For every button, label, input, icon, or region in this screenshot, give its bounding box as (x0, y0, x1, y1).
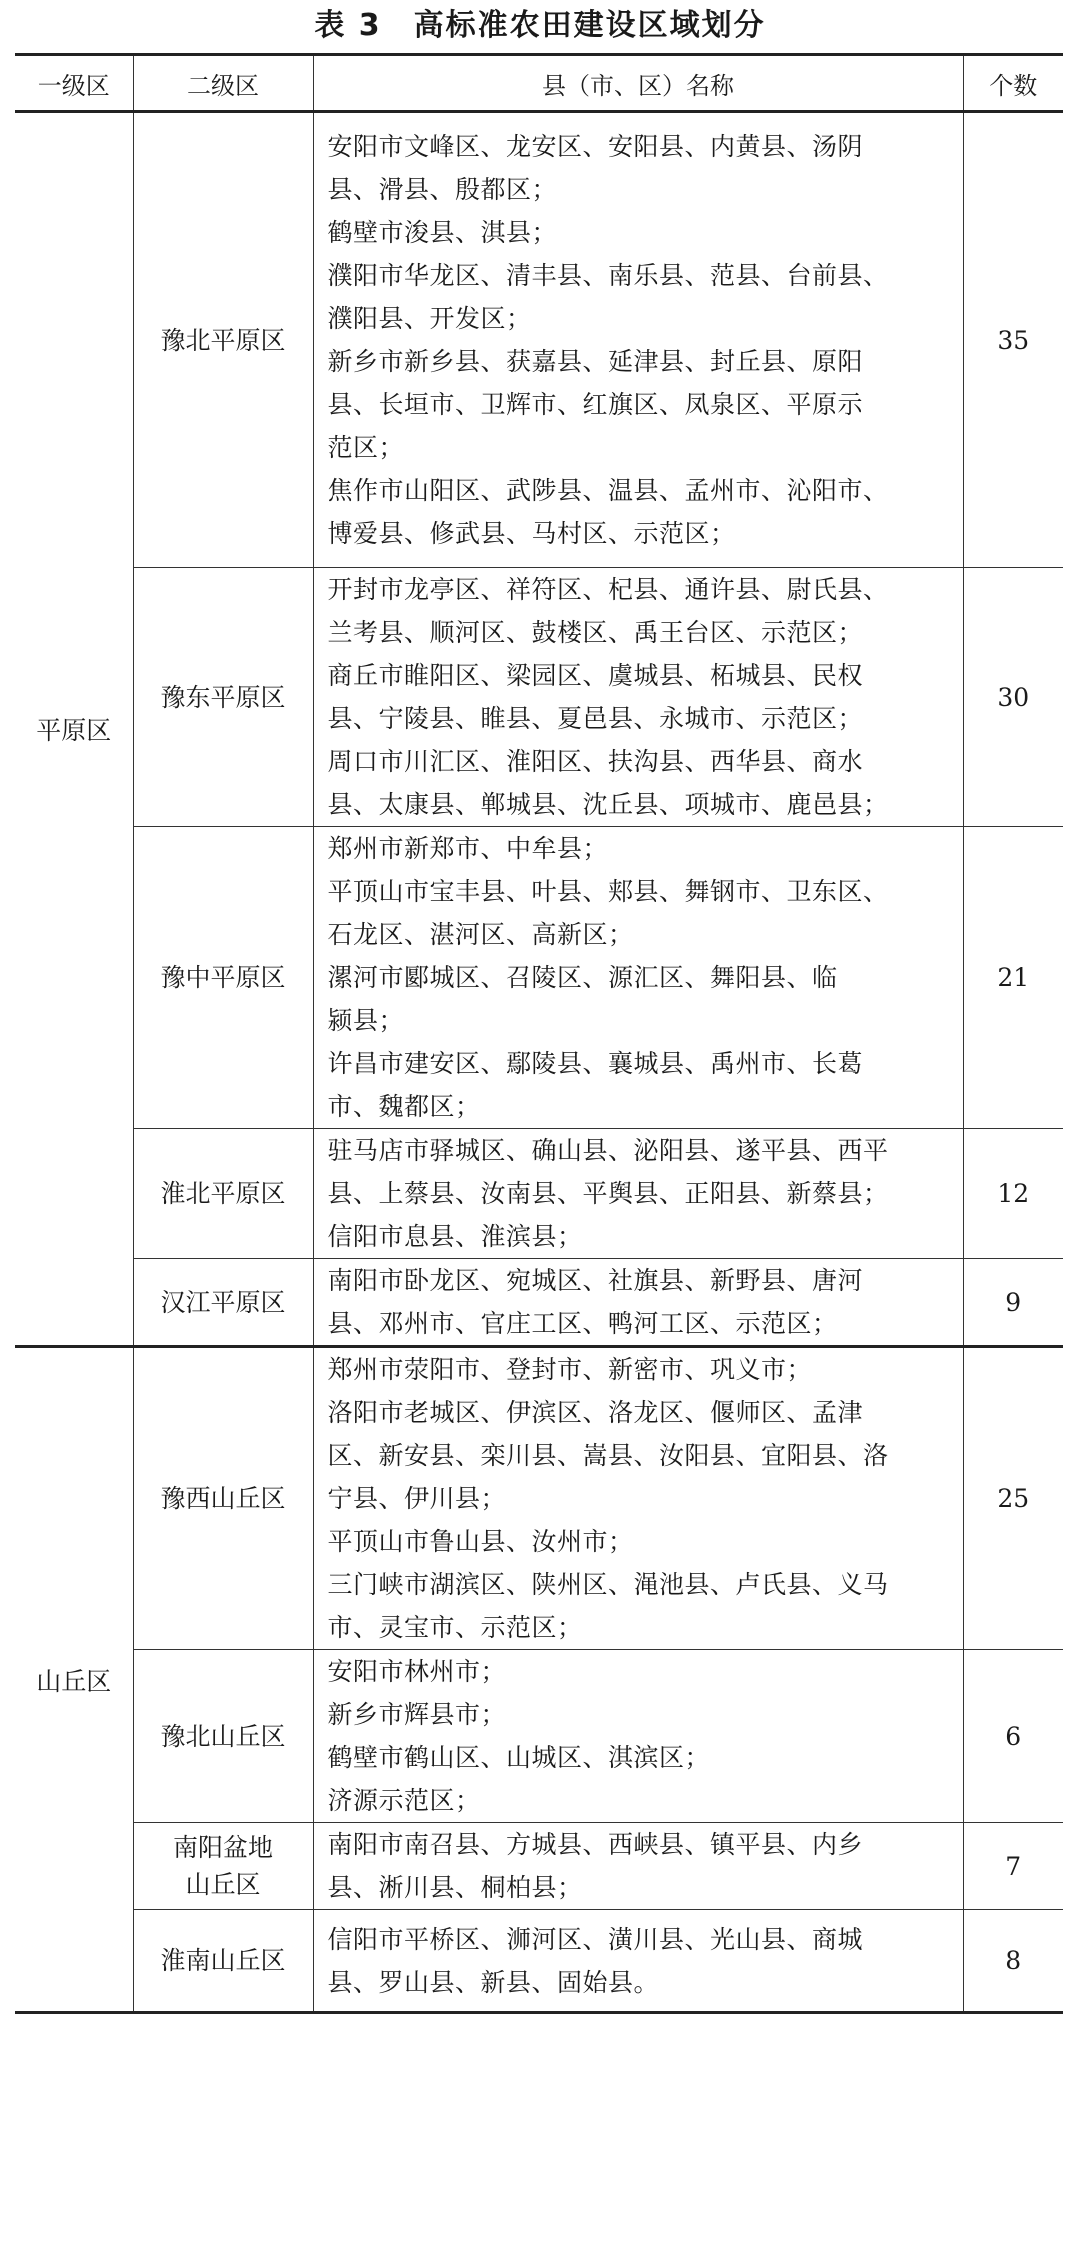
county-list-line: 市、魏都区； (327, 1092, 481, 1121)
level2-region (133, 1650, 313, 1823)
level2-region (133, 1347, 313, 1650)
level1-region: 平原区 (15, 112, 133, 1347)
county-list-line: 县、罗山县、新县、固始县。 (327, 1967, 660, 1997)
level2-region (133, 1823, 313, 1910)
table-row (15, 1347, 1063, 1650)
county-list-line: 开封市龙亭区、祥符区、杞县、通许县、尉氏县、 (327, 575, 889, 604)
level2-region-label: 豫西山丘区 (160, 1484, 286, 1513)
level2-region-label: 豫北山丘区 (160, 1721, 286, 1751)
table-row (15, 827, 1063, 1129)
county-list-line: 平顶山市鲁山县、汝州市； (327, 1527, 634, 1556)
county-list-line: 石龙区、湛河区、高新区； (327, 920, 634, 949)
county-count: 8 (963, 1910, 1063, 2013)
county-list-line: 安阳市文峰区、龙安区、安阳县、内黄县、汤阴 (327, 132, 864, 161)
level2-region (133, 1910, 313, 2013)
county-list-line: 新乡市新乡县、获嘉县、延津县、封丘县、原阳 (327, 347, 864, 376)
county-list-line: 县、淅川县、桐柏县； (327, 1873, 583, 1902)
table-row (15, 1650, 1063, 1823)
level2-region (133, 1129, 313, 1259)
county-list-line: 安阳市林州市； (327, 1657, 507, 1686)
county-list-line: 商丘市睢阳区、梁园区、虞城县、柘城县、民权 (327, 661, 864, 690)
level2-region-label: 汉江平原区 (160, 1287, 286, 1317)
county-list-line: 颍县； (327, 1006, 405, 1035)
county-count: 25 (963, 1347, 1063, 1650)
level2-region (133, 827, 313, 1129)
county-list (313, 1347, 963, 1650)
header-count: 个数 (963, 55, 1063, 112)
county-list-line: 鹤壁市浚县、淇县； (327, 218, 558, 247)
county-list-line: 漯河市郾城区、召陵区、源汇区、舞阳县、临 (327, 963, 838, 992)
county-list-line: 濮阳县、开发区； (327, 304, 532, 333)
county-list-line: 县、邓州市、官庄工区、鸭河工区、示范区； (327, 1309, 838, 1338)
table-title: 表 3 高标准农田建设区域划分 (314, 8, 766, 43)
header-level1: 一级区 (15, 55, 133, 112)
county-list-line: 驻马店市驿城区、确山县、泌阳县、遂平县、西平 (327, 1136, 889, 1165)
header-level2: 二级区 (133, 55, 313, 112)
level2-region-label: 南阳盆地 (172, 1833, 273, 1862)
level1-region: 山丘区 (15, 1347, 133, 2013)
county-list-line: 县、宁陵县、睢县、夏邑县、永城市、示范区； (327, 704, 864, 733)
county-list-line: 平顶山市宝丰县、叶县、郏县、舞钢市、卫东区、 (327, 877, 889, 906)
level2-region-label: 山丘区 (185, 1870, 261, 1899)
county-list-line: 许昌市建安区、鄢陵县、襄城县、禹州市、长葛 (327, 1049, 864, 1078)
county-list-line: 博爱县、修武县、马村区、示范区； (327, 519, 736, 548)
level2-region-label: 淮南山丘区 (160, 1946, 286, 1975)
county-list-line: 县、太康县、郸城县、沈丘县、项城市、鹿邑县； (327, 790, 889, 819)
county-list (313, 112, 963, 568)
table-row (15, 112, 1063, 568)
county-list (313, 1259, 963, 1347)
county-list-line: 县、长垣市、卫辉市、红旗区、凤泉区、平原示 (327, 390, 864, 419)
county-list-line: 郑州市新郑市、中牟县； (327, 834, 609, 863)
county-count: 9 (963, 1259, 1063, 1347)
level2-region-label: 豫东平原区 (160, 682, 286, 712)
county-list (313, 1823, 963, 1910)
county-count: 21 (963, 827, 1063, 1129)
level2-region-label: 淮北平原区 (160, 1179, 286, 1208)
table-row (15, 1823, 1063, 1910)
county-list-line: 信阳市平桥区、浉河区、潢川县、光山县、商城 (327, 1924, 864, 1954)
county-count: 6 (963, 1650, 1063, 1823)
county-list-line: 新乡市辉县市； (327, 1700, 507, 1729)
county-list-line: 济源示范区； (327, 1786, 481, 1815)
county-count: 30 (963, 568, 1063, 827)
county-list (313, 1650, 963, 1823)
county-list-line: 焦作市山阳区、武陟县、温县、孟州市、沁阳市、 (327, 476, 889, 505)
table-row (15, 1129, 1063, 1259)
county-count: 12 (963, 1129, 1063, 1259)
county-list (313, 827, 963, 1129)
county-count: 7 (963, 1823, 1063, 1910)
county-list-line: 县、上蔡县、汝南县、平舆县、正阳县、新蔡县； (327, 1179, 889, 1208)
county-list-line: 周口市川汇区、淮阳区、扶沟县、西华县、商水 (327, 747, 864, 776)
county-list-line: 县、滑县、殷都区； (327, 175, 558, 204)
county-list-line: 南阳市卧龙区、宛城区、社旗县、新野县、唐河 (327, 1266, 864, 1295)
county-list-line: 洛阳市老城区、伊滨区、洛龙区、偃师区、孟津 (327, 1398, 864, 1427)
table-row (15, 1910, 1063, 2013)
header-row (15, 55, 1063, 112)
county-list (313, 568, 963, 827)
county-count: 35 (963, 112, 1063, 568)
region-table (15, 53, 1063, 2014)
level2-region (133, 568, 313, 827)
county-list-line: 郑州市荥阳市、登封市、新密市、巩义市； (327, 1355, 813, 1384)
county-list (313, 1910, 963, 2013)
level2-region (133, 112, 313, 568)
header-county-names: 县（市、区）名称 (313, 55, 963, 112)
level2-region-label: 豫北平原区 (160, 325, 286, 355)
county-list-line: 南阳市南召县、方城县、西峡县、镇平县、内乡 (327, 1830, 864, 1859)
table-row (15, 568, 1063, 827)
county-list (313, 1129, 963, 1259)
county-list-line: 宁县、伊川县； (327, 1484, 507, 1513)
county-list-line: 范区； (327, 433, 405, 462)
table-row (15, 1259, 1063, 1347)
level2-region-label: 豫中平原区 (160, 963, 286, 992)
county-list-line: 兰考县、顺河区、鼓楼区、禹王台区、示范区； (327, 618, 864, 647)
county-list-line: 市、灵宝市、示范区； (327, 1613, 583, 1642)
county-list-line: 信阳市息县、淮滨县； (327, 1222, 583, 1251)
county-list-line: 濮阳市华龙区、清丰县、南乐县、范县、台前县、 (327, 261, 889, 290)
county-list-line: 三门峡市湖滨区、陕州区、渑池县、卢氏县、义马 (327, 1570, 889, 1599)
county-list-line: 鹤壁市鹤山区、山城区、淇滨区； (327, 1743, 711, 1772)
level2-region (133, 1259, 313, 1347)
county-list-line: 区、新安县、栾川县、嵩县、汝阳县、宜阳县、洛 (327, 1441, 889, 1470)
